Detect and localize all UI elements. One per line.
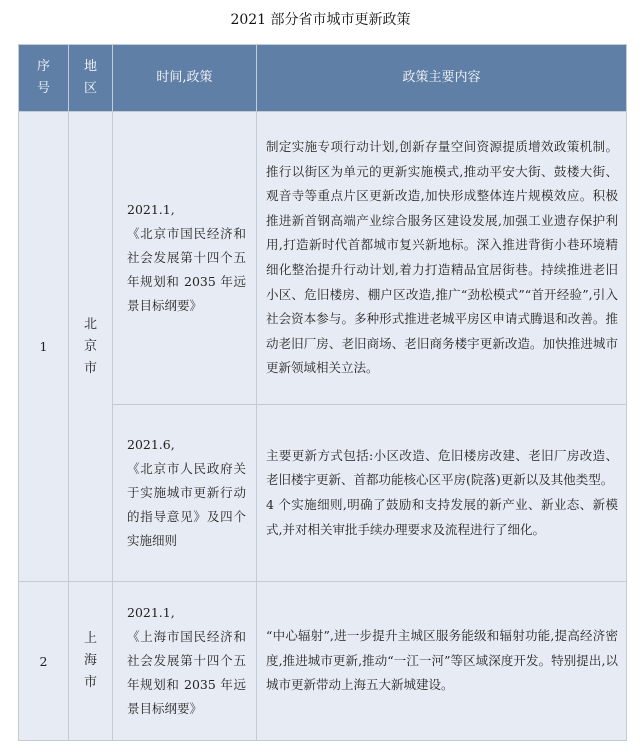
policy-content: “中心辐射”,进一步提升主城区服务能级和辐射功能,提高经济密度,推进城市更新,推动“一江一河”等区域深度开发。特别提出,以城市更新带动上海五大新城建设。 bbox=[266, 628, 618, 693]
table-title: 2021 部分省市城市更新政策 bbox=[230, 12, 411, 28]
header-region: 地区 bbox=[69, 45, 113, 112]
policy-date: 2021.1, bbox=[127, 202, 175, 217]
content-cell bbox=[257, 582, 627, 741]
policy-date: 2021.1, bbox=[127, 605, 175, 620]
policy-date: 2021.6, bbox=[127, 437, 175, 452]
policy-table bbox=[18, 44, 627, 741]
table-row bbox=[19, 112, 627, 405]
header-index: 序号 bbox=[19, 45, 69, 112]
header-row bbox=[19, 45, 627, 112]
row-index-cell bbox=[19, 582, 69, 741]
policy-content-paragraph: 4 个实施细则,明确了鼓励和支持发展的新产业、新业态、新模式,并对相关审批手续办理要求及流程进行了细化。 bbox=[266, 497, 618, 537]
header-time-policy: 时间,政策 bbox=[113, 45, 257, 112]
region-name: 上海市 bbox=[83, 631, 97, 690]
content-cell bbox=[257, 405, 627, 582]
header-content: 政策主要内容 bbox=[257, 45, 627, 112]
policy-content: 制定实施专项行动计划,创新存量空间资源提质增效政策机制。推行以街区为单元的更新实施模式,推动平安大街、鼓楼大街、观音寺等重点片区更新改造,加快形成整体连片规模效应。积极推进新首钢高端产业综合服务区建设发展,加强工业遗存保护利用,打造新时代首都城市复兴新地标。深入推进背街小巷环境精细化整治提升行动计划,着力打造精品宜居街巷。持续推进老旧小区、危旧楼房、棚户区改造,推广“劲松模式”“首开经验”,引入社会资本参与。多种形式推进老城平房区申请式腾退和改善。推动老旧厂房、老旧商场、老旧商务楼宇更新改造。加快推进城市更新领域相关立法。 bbox=[266, 139, 618, 376]
policy-content-paragraph: 主要更新方式包括:小区改造、危旧楼房改建、老旧厂房改造、老旧楼宇更新、首都功能核心区平房(院落)更新以及其他类型。 bbox=[266, 447, 618, 488]
region-name: 北京市 bbox=[83, 316, 97, 376]
policy-name: 《上海市国民经济和社会发展第十四个五年规划和 2035 年远景目标纲要》 bbox=[127, 629, 246, 716]
content-cell bbox=[257, 112, 627, 405]
region-cell bbox=[69, 112, 113, 582]
row-index-cell bbox=[19, 112, 69, 582]
time-policy-cell bbox=[113, 405, 257, 582]
policy-name: 《北京市人民政府关于实施城市更新行动的指导意见》及四个实施细则 bbox=[127, 461, 246, 548]
row-index: 1 bbox=[39, 339, 48, 354]
policy-name: 《北京市国民经济和社会发展第十四个五年规划和 2035 年远景目标纲要》 bbox=[127, 226, 246, 313]
time-policy-cell bbox=[113, 112, 257, 405]
region-cell bbox=[69, 582, 113, 741]
table-row bbox=[19, 582, 627, 741]
time-policy-cell bbox=[113, 582, 257, 741]
row-index: 2 bbox=[39, 653, 48, 669]
